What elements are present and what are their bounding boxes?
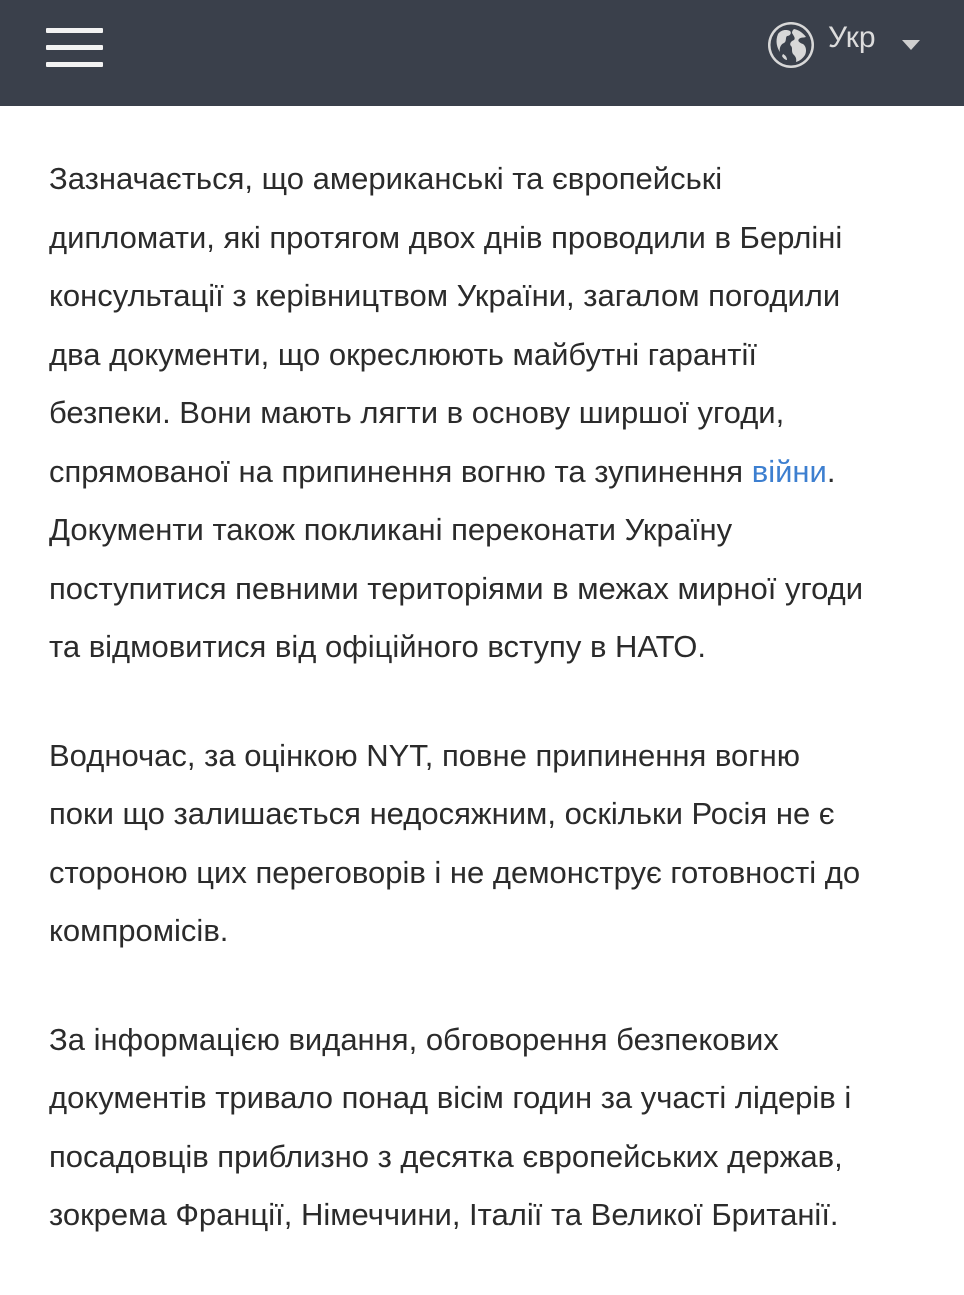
text-line: стороною цих переговорів і не демонструє готовності до — [49, 854, 861, 890]
text-line: За інформацією видання, обговорення безпекових — [49, 1021, 779, 1057]
text-line: поки що залишається недосяжним, оскільки Росія не є — [49, 796, 835, 831]
article-paragraph — [49, 727, 929, 961]
text-line: два документи, що окреслюють майбутні гарантії — [49, 336, 757, 372]
text-line: посадовців приблизно з десятка європейських держав, — [49, 1138, 843, 1174]
text-line: дипломати, які протягом двох днів проводили в Берліні — [49, 219, 843, 255]
menu-line — [46, 28, 103, 33]
language-selector[interactable] — [766, 18, 926, 72]
text-line: документів тривало понад вісім годин за участі лідерів і — [49, 1080, 852, 1115]
text-line: та відмовитися від офіційного вступу в НАТО. — [49, 629, 706, 664]
text-line-with-link — [49, 443, 929, 502]
text-line: Зазначається, що американські та європейські — [49, 161, 723, 196]
text-line: безпеки. Вони мають лягти в основу ширшої угоди, — [49, 395, 785, 430]
menu-line — [46, 45, 103, 50]
language-label: Укр — [828, 21, 876, 54]
text-line: зокрема Франції, Німеччини, Італії та Великої Британії. — [49, 1197, 839, 1232]
article-body — [49, 150, 929, 1295]
article-paragraph — [49, 1011, 929, 1245]
text-line: консультації з керівництвом України, загалом погодили — [49, 278, 841, 313]
text-line: компромісів. — [49, 913, 229, 948]
text-line: поступитися певними територіями в межах мирної угоди — [49, 570, 864, 606]
text-line: Водночас, за оцінкою NYT, повне припинення вогню — [49, 737, 800, 773]
article-paragraph — [49, 150, 929, 677]
top-bar — [0, 0, 964, 106]
caret-down-icon — [902, 40, 920, 50]
text-line: Документи також покликані переконати Україну — [49, 512, 733, 547]
menu-line — [46, 62, 103, 67]
globe-icon — [766, 20, 816, 70]
hamburger-menu-icon[interactable] — [46, 28, 104, 68]
text-fragment: . — [826, 453, 836, 489]
war-link[interactable]: війни — [751, 453, 827, 489]
text-fragment: спрямованої на припинення вогню та зупинення — [49, 453, 752, 489]
